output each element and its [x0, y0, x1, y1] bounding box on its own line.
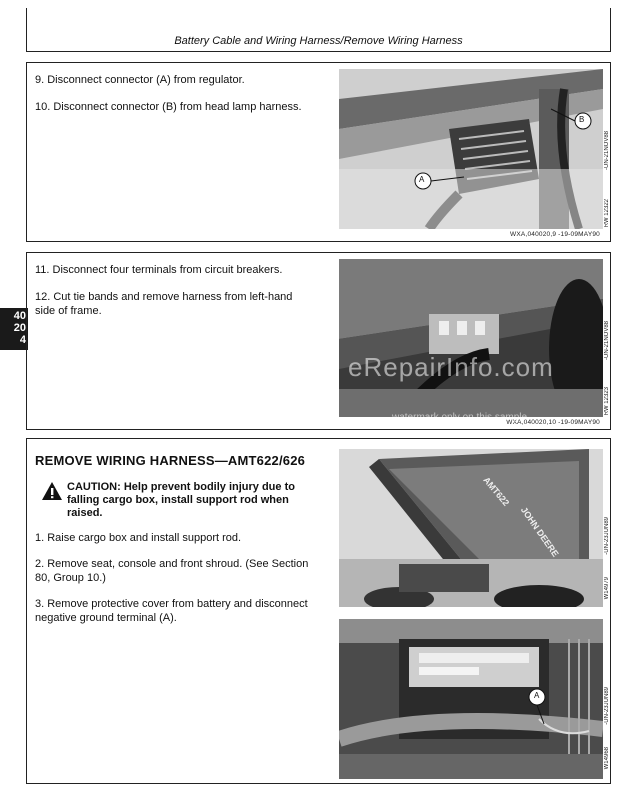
photo-id-number: RW 12322 — [604, 199, 610, 228]
step-11: 11. Disconnect four terminals from circuit breakers. — [35, 264, 283, 276]
watermark-sub: watermark only on this sample — [392, 412, 528, 423]
box-text-brand: JOHN DEERE — [518, 505, 561, 559]
page-header — [26, 8, 611, 52]
callout-a: A — [419, 175, 425, 184]
section-remove-harness-amt — [26, 438, 611, 784]
section-tab — [0, 308, 28, 350]
box-text-model: AMT622 — [481, 475, 512, 508]
photo-id-number: RW 12323 — [604, 387, 610, 416]
photo-code: WXA,040020,10 -19-09MAY90 — [506, 419, 600, 426]
photo-regulator — [339, 69, 603, 229]
photo-cargo-box — [339, 449, 603, 607]
section-title: REMOVE WIRING HARNESS—AMT622/626 — [35, 453, 306, 468]
warning-triangle-icon — [41, 481, 63, 501]
step-2: 2. Remove seat, console and front shroud. (See Section 80, Group 10.) — [35, 558, 309, 584]
section-regulator — [26, 62, 611, 242]
section-circuit-breakers — [26, 252, 611, 430]
photo-id-date: -UN-21NOV88 — [604, 131, 610, 171]
callout-b: B — [579, 115, 585, 124]
tab-line-3: 4 — [19, 334, 26, 346]
tab-line-2: 20 — [13, 322, 26, 334]
step-12: 12. Cut tie bands and remove harness from left-hand side of frame. — [35, 291, 293, 317]
photo-circuit-breakers — [339, 259, 603, 417]
photo-id-date: -UN-23JUN89 — [604, 517, 610, 555]
step-9: 9. Disconnect connector (A) from regulator. — [35, 74, 245, 86]
caution-text: CAUTION: Help prevent bodily injury due to falling cargo box, install support rod when raised. — [67, 481, 295, 519]
photo-id-number: W14968 — [604, 747, 610, 770]
photo-id-number: W14979 — [604, 577, 610, 600]
photo-code: WXA,040020,9 -19-09MAY90 — [510, 231, 600, 238]
tab-line-1: 40 — [13, 310, 26, 322]
header-title: Battery Cable and Wiring Harness/Remove Wiring Harness — [174, 35, 463, 47]
step-10: 10. Disconnect connector (B) from head lamp harness. — [35, 101, 302, 113]
photo-id-date: -UN-23JUN89 — [604, 687, 610, 725]
watermark: eRepairInfo.com — [348, 352, 554, 382]
photo-id-date: -UN-21NOV88 — [604, 321, 610, 361]
photo-battery — [339, 619, 603, 779]
step-3: 3. Remove protective cover from battery and disconnect negative ground terminal (A). — [35, 598, 308, 624]
callout-a: A — [534, 691, 540, 700]
step-1: 1. Raise cargo box and install support rod. — [35, 532, 242, 544]
